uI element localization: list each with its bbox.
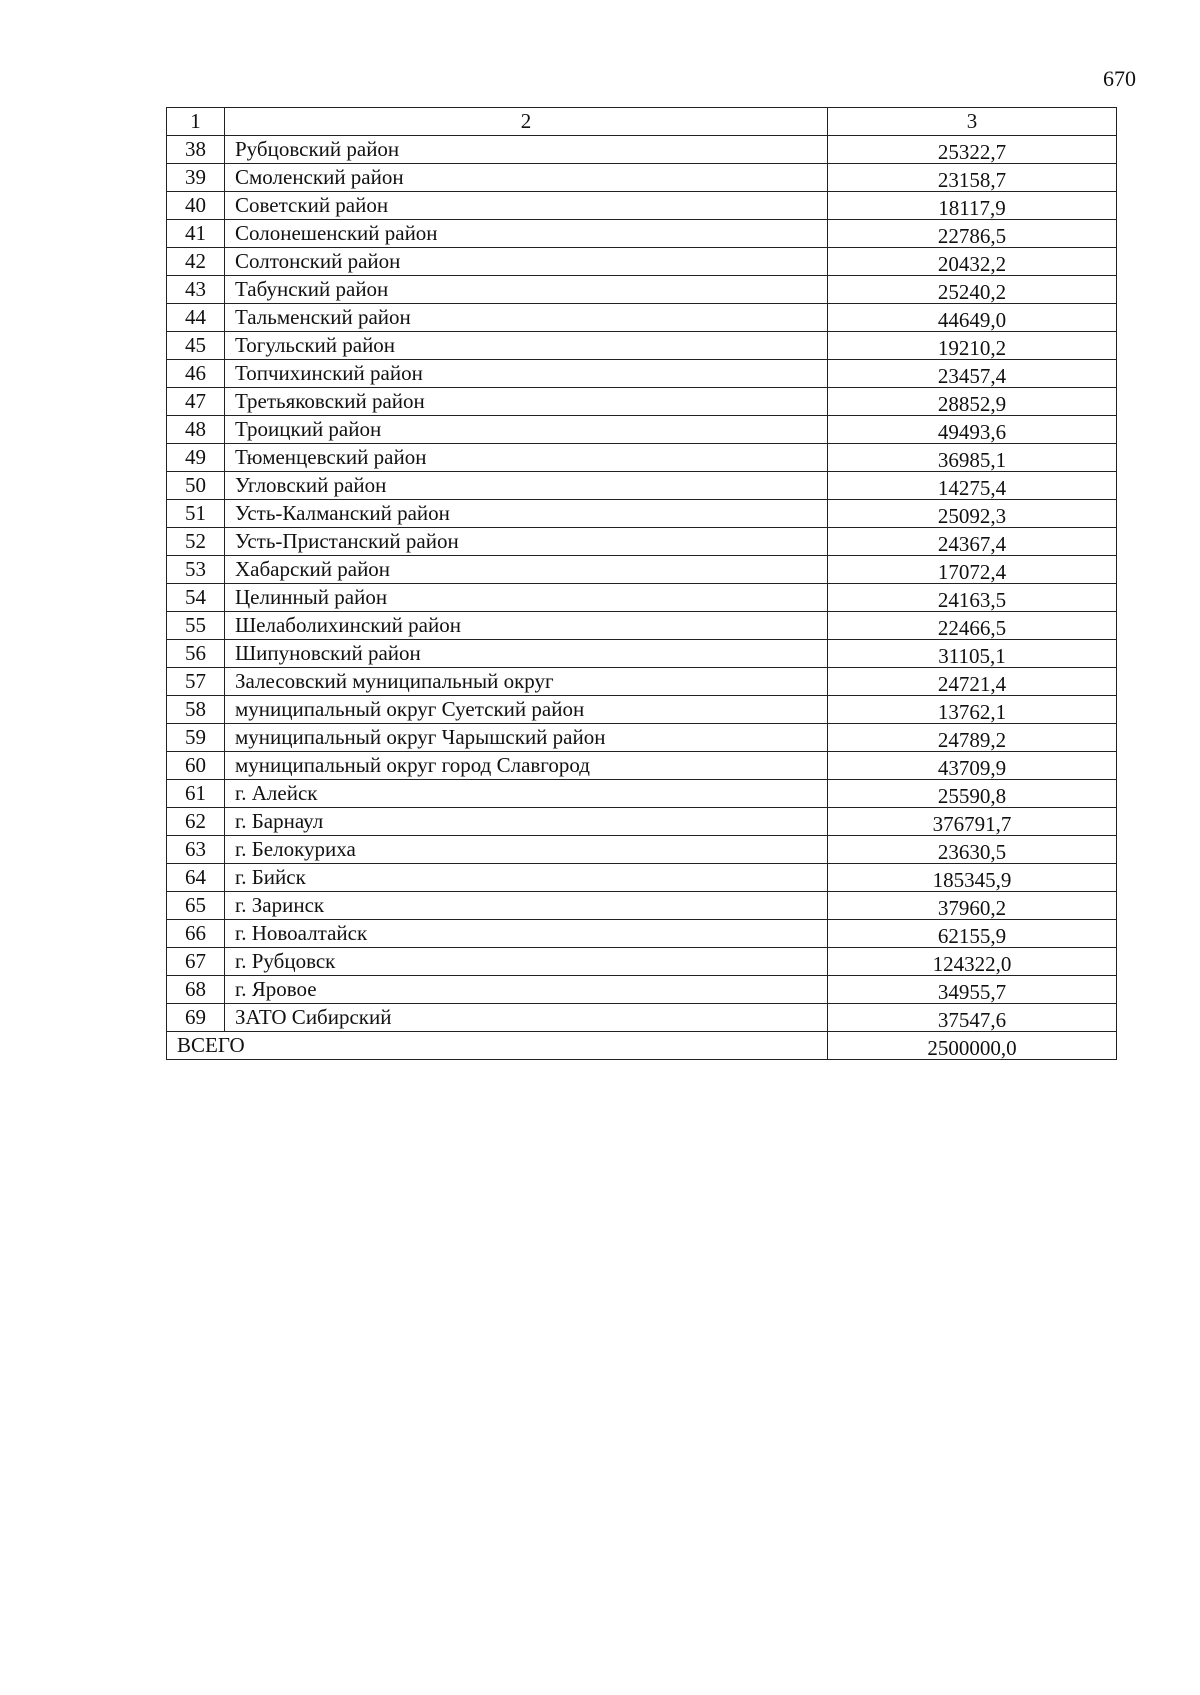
table-row	[167, 836, 1117, 864]
allocation-value: 23158,7	[937, 168, 1007, 192]
table-row	[167, 780, 1117, 808]
table-row	[167, 892, 1117, 920]
row-number: 58	[167, 696, 225, 724]
page-number: 670	[1103, 66, 1136, 91]
allocation-value: 376791,7	[932, 812, 1012, 836]
table-row	[167, 360, 1117, 388]
allocation-value-cell	[828, 136, 1117, 164]
row-number: 66	[167, 920, 225, 948]
row-number: 40	[167, 192, 225, 220]
municipality-name: г. Яровое	[225, 976, 828, 1004]
municipality-name: Тальменский район	[225, 304, 828, 332]
allocation-value: 62155,9	[937, 924, 1007, 948]
table-row	[167, 164, 1117, 192]
row-number: 68	[167, 976, 225, 1004]
allocation-value: 25092,3	[937, 504, 1007, 528]
table-row	[167, 556, 1117, 584]
table-row	[167, 388, 1117, 416]
allocation-value: 37547,6	[937, 1008, 1007, 1032]
allocation-value: 13762,1	[937, 700, 1007, 724]
table-row	[167, 136, 1117, 164]
municipality-name: Советский район	[225, 192, 828, 220]
allocation-value-cell	[828, 444, 1117, 472]
row-number: 39	[167, 164, 225, 192]
allocation-value: 23630,5	[937, 840, 1007, 864]
municipality-name: Шипуновский район	[225, 640, 828, 668]
table-header-row	[167, 108, 1117, 136]
table-row	[167, 248, 1117, 276]
allocation-value-cell	[828, 780, 1117, 808]
municipality-name: Табунский район	[225, 276, 828, 304]
municipality-name: Солтонский район	[225, 248, 828, 276]
allocation-value-cell	[828, 808, 1117, 836]
row-number: 55	[167, 612, 225, 640]
column-header-number: 1	[167, 108, 225, 136]
row-number: 48	[167, 416, 225, 444]
municipality-name: Третьяковский район	[225, 388, 828, 416]
allocation-value: 34955,7	[937, 980, 1007, 1004]
row-number: 62	[167, 808, 225, 836]
row-number: 45	[167, 332, 225, 360]
municipality-name: Шелаболихинский район	[225, 612, 828, 640]
table-row	[167, 276, 1117, 304]
allocation-value-cell	[828, 752, 1117, 780]
total-row	[167, 1032, 1117, 1060]
row-number: 69	[167, 1004, 225, 1032]
table-row	[167, 472, 1117, 500]
allocation-value-cell	[828, 920, 1117, 948]
row-number: 43	[167, 276, 225, 304]
row-number: 64	[167, 864, 225, 892]
municipality-name: г. Белокуриха	[225, 836, 828, 864]
row-number: 60	[167, 752, 225, 780]
row-number: 41	[167, 220, 225, 248]
allocation-value: 25322,7	[937, 140, 1007, 164]
table-row	[167, 332, 1117, 360]
municipality-name: Топчихинский район	[225, 360, 828, 388]
table-row	[167, 220, 1117, 248]
allocation-value-cell	[828, 976, 1117, 1004]
municipality-name: Залесовский муниципальный округ	[225, 668, 828, 696]
allocation-value-cell	[828, 304, 1117, 332]
municipality-name: Троицкий район	[225, 416, 828, 444]
row-number: 52	[167, 528, 225, 556]
allocation-value-cell	[828, 1004, 1117, 1032]
row-number: 65	[167, 892, 225, 920]
allocation-value-cell	[828, 220, 1117, 248]
municipality-name: муниципальный округ Чарышский район	[225, 724, 828, 752]
table-row	[167, 640, 1117, 668]
allocation-value: 17072,4	[937, 560, 1007, 584]
allocation-value-cell	[828, 416, 1117, 444]
total-value: 2500000,0	[927, 1036, 1017, 1060]
allocation-value: 36985,1	[937, 448, 1007, 472]
allocation-value: 23457,4	[937, 364, 1007, 388]
allocation-value: 31105,1	[938, 644, 1006, 668]
municipality-name: г. Алейск	[225, 780, 828, 808]
allocation-table	[166, 107, 1117, 1060]
allocation-value-cell	[828, 528, 1117, 556]
allocation-value: 19210,2	[937, 336, 1007, 360]
municipality-name: г. Бийск	[225, 864, 828, 892]
municipality-name: г. Заринск	[225, 892, 828, 920]
allocation-value: 44649,0	[937, 308, 1007, 332]
allocation-value-cell	[828, 948, 1117, 976]
municipality-name: Солонешенский район	[225, 220, 828, 248]
row-number: 54	[167, 584, 225, 612]
allocation-value-cell	[828, 556, 1117, 584]
allocation-value-cell	[828, 696, 1117, 724]
table-row	[167, 612, 1117, 640]
allocation-value: 49493,6	[937, 420, 1007, 444]
allocation-value-cell	[828, 584, 1117, 612]
allocation-value: 124322,0	[932, 952, 1012, 976]
row-number: 53	[167, 556, 225, 584]
table-body	[167, 108, 1117, 1060]
table-row	[167, 976, 1117, 1004]
row-number: 61	[167, 780, 225, 808]
municipality-name: Хабарский район	[225, 556, 828, 584]
municipality-name: г. Барнаул	[225, 808, 828, 836]
allocation-value-cell	[828, 472, 1117, 500]
allocation-value: 14275,4	[937, 476, 1007, 500]
municipality-name: Смоленский район	[225, 164, 828, 192]
table-row	[167, 920, 1117, 948]
allocation-value-cell	[828, 892, 1117, 920]
allocation-value: 185345,9	[932, 868, 1012, 892]
municipality-name: ЗАТО Сибирский	[225, 1004, 828, 1032]
allocation-value-cell	[828, 724, 1117, 752]
municipality-name: Усть-Калманский район	[225, 500, 828, 528]
allocation-value: 43709,9	[937, 756, 1007, 780]
column-header-value: 3	[828, 108, 1117, 136]
total-value-cell	[828, 1032, 1117, 1060]
allocation-value-cell	[828, 612, 1117, 640]
allocation-value-cell	[828, 360, 1117, 388]
allocation-value: 24163,5	[937, 588, 1007, 612]
table-row	[167, 304, 1117, 332]
allocation-value-cell	[828, 276, 1117, 304]
row-number: 51	[167, 500, 225, 528]
table-row	[167, 948, 1117, 976]
allocation-value-cell	[828, 248, 1117, 276]
allocation-value: 24721,4	[937, 672, 1007, 696]
allocation-value-cell	[828, 388, 1117, 416]
allocation-value-cell	[828, 864, 1117, 892]
table-row	[167, 696, 1117, 724]
table-row	[167, 864, 1117, 892]
table-row	[167, 192, 1117, 220]
municipality-name: Угловский район	[225, 472, 828, 500]
row-number: 47	[167, 388, 225, 416]
municipality-name: Тюменцевский район	[225, 444, 828, 472]
municipality-name: муниципальный округ город Славгород	[225, 752, 828, 780]
allocation-value: 25590,8	[937, 784, 1007, 808]
allocation-value: 24789,2	[937, 728, 1007, 752]
allocation-value-cell	[828, 836, 1117, 864]
allocation-value-cell	[828, 332, 1117, 360]
table-row	[167, 444, 1117, 472]
allocation-value: 24367,4	[937, 532, 1007, 556]
table-row	[167, 584, 1117, 612]
allocation-value: 22466,5	[937, 616, 1007, 640]
table-row	[167, 416, 1117, 444]
allocation-value: 20432,2	[937, 252, 1007, 276]
allocation-value-cell	[828, 668, 1117, 696]
column-header-name: 2	[225, 108, 828, 136]
municipality-name: муниципальный округ Суетский район	[225, 696, 828, 724]
table-row	[167, 752, 1117, 780]
allocation-value: 22786,5	[937, 224, 1007, 248]
total-label: ВСЕГО	[167, 1032, 828, 1060]
allocation-value: 28852,9	[937, 392, 1007, 416]
allocation-value-cell	[828, 192, 1117, 220]
row-number: 42	[167, 248, 225, 276]
table-row	[167, 668, 1117, 696]
allocation-value-cell	[828, 500, 1117, 528]
table-row	[167, 500, 1117, 528]
table-row	[167, 724, 1117, 752]
row-number: 44	[167, 304, 225, 332]
table-row	[167, 1004, 1117, 1032]
municipality-name: Рубцовский район	[225, 136, 828, 164]
row-number: 49	[167, 444, 225, 472]
row-number: 59	[167, 724, 225, 752]
municipality-name: г. Рубцовск	[225, 948, 828, 976]
row-number: 67	[167, 948, 225, 976]
allocation-value: 25240,2	[937, 280, 1007, 304]
municipality-name: Тогульский район	[225, 332, 828, 360]
row-number: 46	[167, 360, 225, 388]
municipality-name: г. Новоалтайск	[225, 920, 828, 948]
allocation-value: 37960,2	[937, 896, 1007, 920]
municipality-name: Усть-Пристанский район	[225, 528, 828, 556]
table-row	[167, 808, 1117, 836]
municipality-name: Целинный район	[225, 584, 828, 612]
row-number: 56	[167, 640, 225, 668]
allocation-value-cell	[828, 164, 1117, 192]
allocation-value: 18117,9	[938, 196, 1006, 220]
row-number: 50	[167, 472, 225, 500]
table-row	[167, 528, 1117, 556]
row-number: 57	[167, 668, 225, 696]
row-number: 63	[167, 836, 225, 864]
allocation-value-cell	[828, 640, 1117, 668]
row-number: 38	[167, 136, 225, 164]
